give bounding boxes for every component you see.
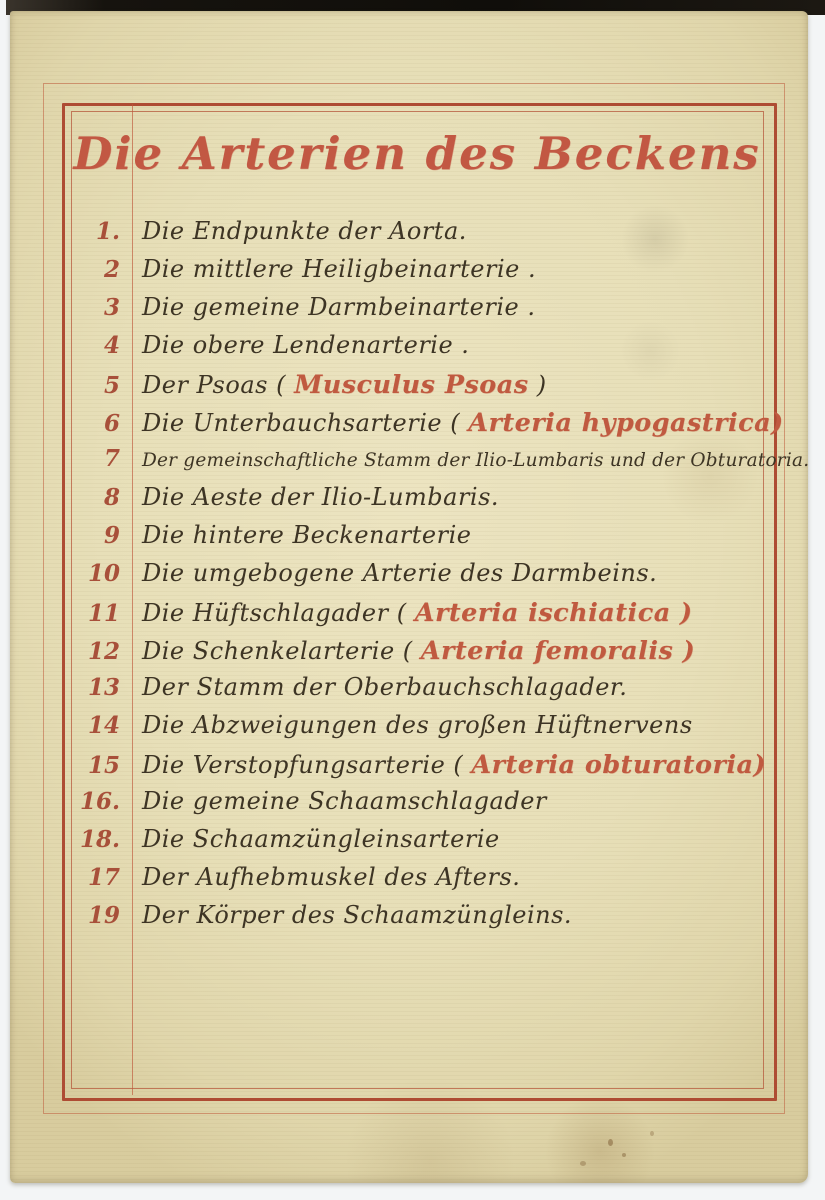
ink-stain [608, 1139, 613, 1146]
item-text [130, 901, 572, 929]
item-number: 10 [87, 560, 120, 587]
item-text-segment: Der Stamm der Oberbauchschlagader. [142, 673, 628, 701]
list-item [80, 787, 770, 825]
latin-term: ) [771, 407, 784, 437]
latin-term: ) [753, 749, 767, 779]
item-text [130, 369, 547, 399]
latin-term: Arteria ischiatica [414, 597, 671, 627]
item-text [130, 635, 695, 665]
item-number: 11 [87, 600, 120, 627]
item-text-segment: Die Verstopfungsarterie ( [142, 751, 472, 779]
manuscript-page [10, 11, 808, 1183]
item-text-segment: Der Psoas ( [142, 371, 295, 399]
item-text-segment: Der Aufhebmuskel des Afters. [142, 863, 521, 891]
latin-term: Arteria femoralis [420, 635, 674, 665]
list-item [80, 521, 770, 559]
list-item [80, 293, 770, 331]
item-number: 3 [103, 294, 120, 321]
item-text-segment: Die umgebogene Arterie des Darmbeins. [142, 559, 658, 587]
latin-term: ) [673, 635, 696, 665]
item-text [130, 407, 784, 437]
item-number: 7 [103, 445, 120, 472]
item-list [80, 217, 810, 939]
item-number: 13 [87, 674, 120, 701]
item-text-segment: Die Hüftschlagader ( [142, 599, 415, 627]
list-item [80, 255, 770, 293]
item-text [130, 450, 809, 471]
list-item [80, 673, 770, 711]
item-text-segment: Die Schaamzüngleinsarterie [142, 825, 500, 853]
item-text [130, 673, 627, 701]
item-text-segment: Die Aeste der Ilio-Lumbaris. [142, 483, 500, 511]
item-number: 18. [80, 826, 121, 853]
item-text-segment: ) [528, 371, 547, 399]
item-number: 16. [80, 788, 121, 815]
item-text [130, 787, 547, 815]
item-number: 9 [103, 522, 120, 549]
item-number: 1. [95, 218, 120, 245]
list-item [80, 597, 770, 635]
page-title: Die Arterien des Beckens [73, 127, 761, 180]
item-text-segment: Der gemeinschaftliche Stamm der Ilio-Lumbaris und der Obturatoria. [142, 450, 810, 471]
item-number: 6 [103, 410, 120, 437]
item-number: 12 [87, 638, 120, 665]
item-text-segment: Die obere Lendenarterie . [142, 331, 470, 359]
item-text [130, 217, 467, 245]
item-text-segment: Die mittlere Heiligbeinarterie . [142, 255, 537, 283]
latin-term: Musculus Psoas [294, 369, 529, 399]
item-text [130, 483, 499, 511]
item-number: 17 [87, 864, 120, 891]
ink-stain [580, 1161, 586, 1166]
item-text-segment: Der Körper des Schaamzüngleins. [142, 901, 573, 929]
item-number: 14 [87, 712, 120, 739]
ink-stain [622, 1153, 626, 1157]
item-text-segment: Die gemeine Schaamschlagader [142, 787, 547, 815]
item-number: 8 [103, 484, 120, 511]
list-item [80, 217, 770, 255]
latin-term: ) [670, 597, 693, 627]
latin-term: Arteria hypogastrica [468, 407, 772, 437]
item-text [130, 749, 766, 779]
item-text [130, 711, 693, 739]
list-item [80, 863, 770, 901]
list-item [80, 483, 770, 521]
item-text-segment: Die gemeine Darmbeinarterie . [142, 293, 536, 321]
list-item [80, 749, 770, 787]
list-item [80, 331, 770, 369]
item-number: 4 [103, 332, 120, 359]
item-number: 5 [103, 372, 120, 399]
list-item [80, 445, 810, 483]
list-item [80, 711, 770, 749]
item-text [130, 521, 471, 549]
item-text-segment: Die Schenkelarterie ( [142, 637, 421, 665]
item-text [130, 331, 469, 359]
list-item [80, 901, 770, 939]
item-number: 2 [103, 256, 120, 283]
item-text [130, 597, 693, 627]
item-text-segment: Die hintere Beckenarterie [142, 521, 472, 549]
item-text [130, 559, 657, 587]
item-number: 19 [87, 902, 120, 929]
item-number: 15 [87, 752, 120, 779]
list-item [80, 559, 770, 597]
item-text [130, 863, 520, 891]
item-text-segment: Die Endpunkte der Aorta. [142, 217, 467, 245]
item-text [130, 293, 535, 321]
latin-term: Arteria obturatoria [471, 749, 754, 779]
item-text-segment: Die Unterbauchsarterie ( [142, 409, 469, 437]
list-item [80, 825, 770, 863]
list-item [80, 407, 784, 445]
item-text [130, 255, 536, 283]
item-text-segment: Die Abzweigungen des großen Hüftnervens [142, 711, 693, 739]
ink-stain [650, 1131, 654, 1136]
item-text [130, 825, 500, 853]
list-item [80, 369, 770, 407]
list-item [80, 635, 770, 673]
